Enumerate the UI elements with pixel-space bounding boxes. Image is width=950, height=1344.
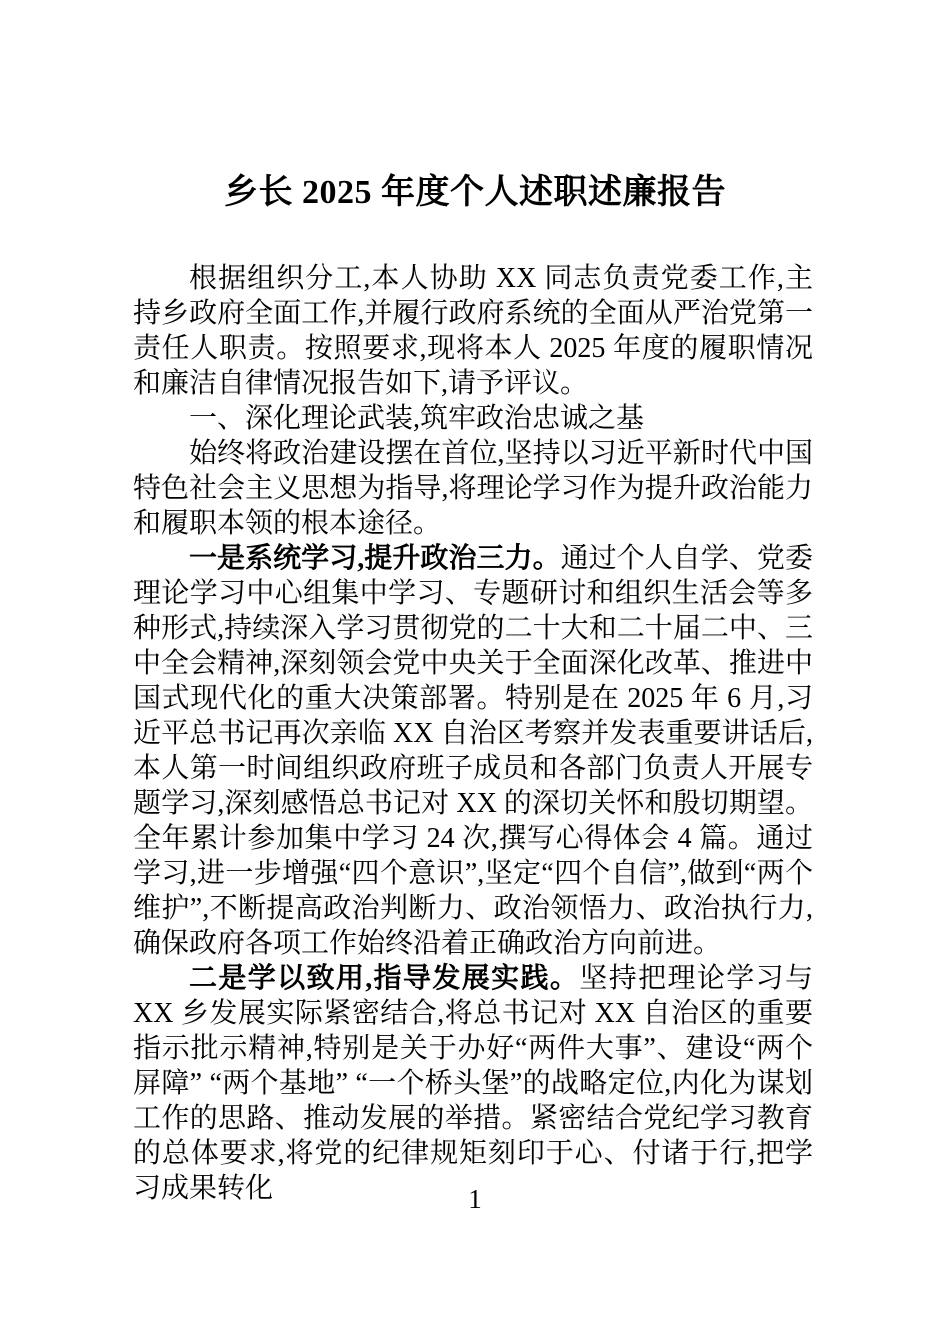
intro-paragraph-text: 根据组织分工,本人协助 XX 同志负责党委工作,主持乡政府全面工作,并履行政府系统的全面从严治党第一责任人职责。按照要求,现将本人 2025 年度的履职情况和廉洁自律情况报告如下,请予评议。 bbox=[133, 263, 813, 399]
intro-paragraph bbox=[133, 261, 813, 401]
section-heading-1 bbox=[133, 401, 813, 436]
section-1-overview-text: 始终将政治建设摆在首位,坚持以习近平新时代中国特色社会主义思想为指导,将理论学习作为提升政治能力和履职本领的根本途径。 bbox=[133, 438, 813, 539]
point-2-lead: 二是学以致用,指导发展实践。 bbox=[189, 963, 580, 994]
document-body bbox=[133, 261, 813, 1206]
point-1-text: 通过个人自学、党委理论学习中心组集中学习、专题研讨和组织生活会等多种形式,持续深入学习贯彻党的二十大和二十届二中、三中全会精神,深刻领会党中央关于全面深化改革、推进中国式现代化的重大决策部署。特别是在 2025 年 6 月,习近平总书记再次亲临 XX 自治区考察并发表重要讲话后,本人第一时间组织政府班子成员和各部门负责人开展专题学习,深刻感悟总书记对 XX 的深切关怀和殷切期望。全年累计参加集中学习 24 次,撰写心得体会 4 篇。通过学习,进一步增强“四个意识”,坚定“四个自信”,做到“两个维护”,不断提高政治判断力、政治领悟力、政治执行力,确保政府各项工作始终沿着正确政治方向前进。 bbox=[133, 543, 813, 959]
point-2-text: 坚持把理论学习与 XX 乡发展实际紧密结合,将总书记对 XX 自治区的重要指示批示精神,特别是关于办好“两件大事”、建设“两个屏障” “两个基地” “一个桥头堡”的战略定位,内化为谋划工作的思路、推动发展的举措。紧密结合党纪学习教育的总体要求,将党的纪律规矩刻印于心、付诸于行,把学习成果转化 bbox=[133, 963, 813, 1204]
point-1-paragraph bbox=[133, 541, 813, 961]
document-title: 乡长 2025 年度个人述职述廉报告 bbox=[224, 174, 726, 211]
point-1-lead: 一是系统学习,提升政治三力。 bbox=[189, 543, 561, 574]
section-heading-1-text: 一、深化理论武装,筑牢政治忠诚之基 bbox=[189, 403, 645, 434]
section-1-overview-paragraph bbox=[133, 436, 813, 541]
page-number: 1 bbox=[468, 1184, 482, 1214]
point-2-paragraph bbox=[133, 961, 813, 1206]
